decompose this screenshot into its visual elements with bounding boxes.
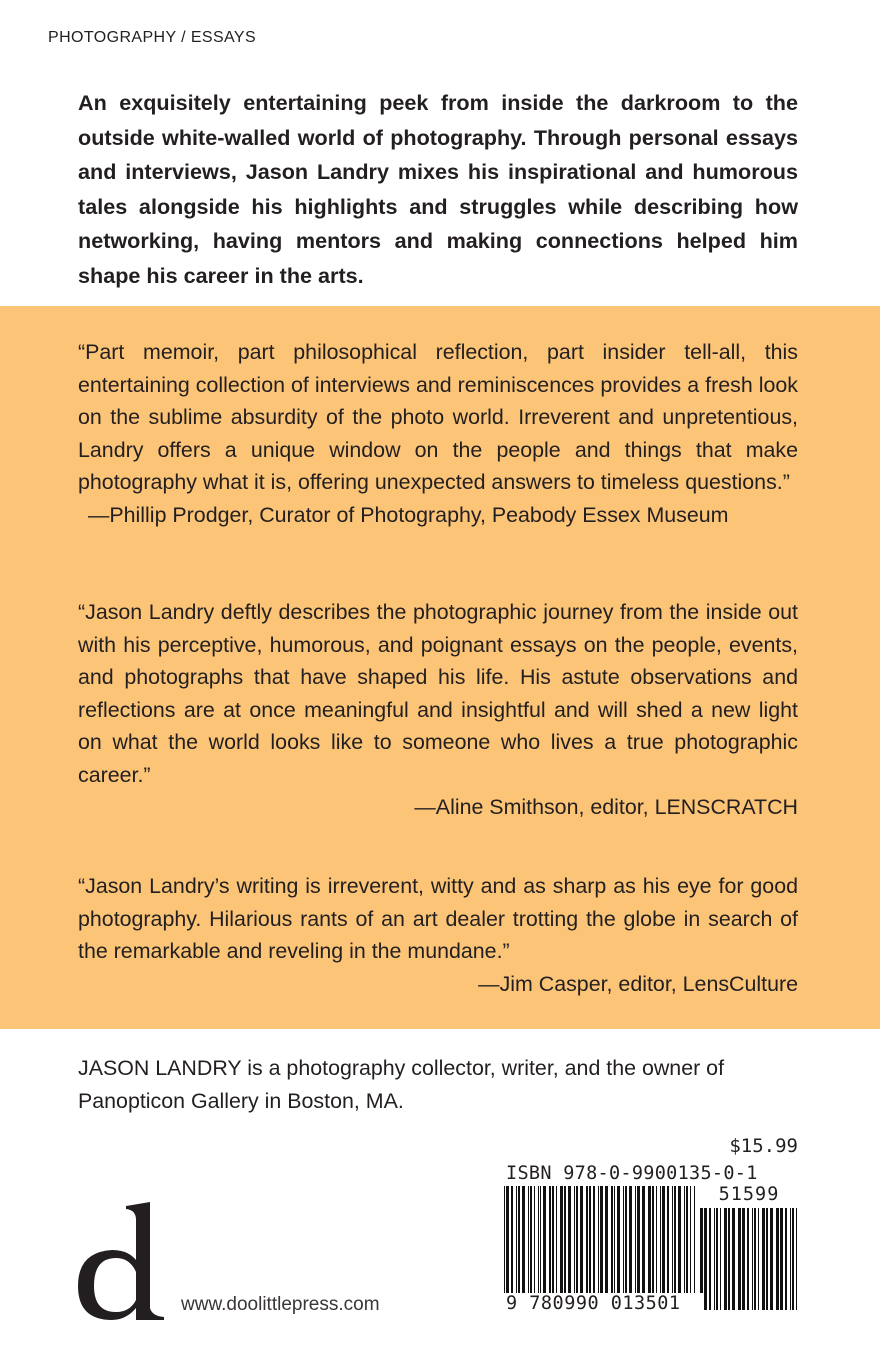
barcode-bar: [625, 1186, 627, 1310]
barcode-bar: [752, 1208, 753, 1310]
barcode-bar: [516, 1186, 517, 1310]
barcode-bar: [511, 1186, 513, 1310]
barcode-bar: [611, 1186, 613, 1310]
barcode-bar: [674, 1186, 676, 1310]
barcode-bar: [684, 1186, 685, 1310]
barcode-bar: [667, 1186, 669, 1310]
barcode-bar: [540, 1186, 541, 1310]
barcode-bar: [652, 1186, 654, 1310]
barcode-bar: [758, 1208, 759, 1310]
barcode-bar: [614, 1186, 615, 1310]
barcode-bar: [709, 1208, 711, 1310]
barcode-bar: [660, 1186, 661, 1310]
barcode-bar: [762, 1208, 765, 1310]
barcode-bar: [552, 1186, 554, 1310]
barcode-bar: [518, 1186, 520, 1310]
quote-attribution: —Aline Smithson, editor, LENSCRATCH: [414, 795, 798, 819]
doolittle-press-d-logo-icon: [72, 1196, 172, 1326]
barcode-bar: [747, 1208, 749, 1310]
publisher-url[interactable]: www.doolittlepress.com: [181, 1294, 380, 1315]
barcode-bar: [704, 1208, 707, 1310]
barcode-bar: [556, 1186, 557, 1310]
barcode-bar: [720, 1208, 721, 1310]
barcode-bar: [568, 1186, 571, 1310]
quote-text: “Part memoir, part philosophical reflection, part insider tell-all, this entertaining collection of interviews and reminiscences provides a fresh look on the sublime absurdity of the photo world. Irreverent and unpretentious, Landry offers a unique window on the people and things that make photography what it is, offering unexpected answers to timeless questions.”: [78, 340, 798, 494]
barcode-bar: [580, 1186, 583, 1310]
barcode-bar: [530, 1186, 532, 1310]
barcode-bar: [598, 1186, 599, 1310]
barcode-bar: [785, 1208, 787, 1310]
price-label: $15.99: [729, 1135, 798, 1157]
barcode-bar: [637, 1186, 640, 1310]
barcode-bar: [560, 1186, 563, 1310]
barcode-bar: [678, 1186, 681, 1310]
barcode-bar: [776, 1208, 779, 1310]
barcode-bar: [694, 1186, 695, 1310]
barcode-bar: [617, 1186, 620, 1310]
quote-attribution: —Phillip Prodger, Curator of Photography, Peabody Essex Museum: [88, 502, 729, 527]
isbn-label: ISBN 978-0-9900135-0-1: [506, 1163, 758, 1184]
quote-text: “Jason Landry’s writing is irreverent, witty and as sharp as his eye for good photography. Hilarious rants of an art dealer trotting the globe in search of the remarkable and reveling in the mundane.”: [78, 874, 798, 963]
barcode-bar: [648, 1186, 651, 1310]
barcode-bar: [662, 1186, 665, 1310]
barcode-bar: [738, 1208, 741, 1310]
quote-text: “Jason Landry deftly describes the photographic journey from the inside out with his perceptive, humorous, and poignant essays on the people, events, and photographs that have shaped his life. His astute observations and reflections are at once meaningful and insightful and will shed a new light on what the world looks like to someone who lives a true photographic career.”: [78, 600, 798, 787]
barcode-bar: [549, 1186, 551, 1310]
barcode-bar: [742, 1208, 745, 1310]
barcode-bar: [780, 1208, 783, 1310]
barcode-bar: [642, 1186, 645, 1310]
barcode-bar: [796, 1208, 797, 1310]
barcode-addon-digits: 51599: [718, 1184, 780, 1205]
barcode-bar: [728, 1208, 730, 1310]
praise-quote: [78, 870, 798, 1000]
barcode-bar: [528, 1186, 529, 1310]
barcode-bar: [635, 1186, 636, 1310]
barcode-bar: [716, 1208, 718, 1310]
author-bio: JASON LANDRY is a photography collector, writer, and the owner of Panopticon Gallery in Boston, MA.: [78, 1056, 725, 1113]
barcode-bar: [504, 1186, 505, 1310]
barcode-bar: [629, 1186, 632, 1310]
quote-attribution: —Jim Casper, editor, LensCulture: [478, 971, 798, 996]
praise-quote: [78, 336, 798, 531]
barcode-bar: [724, 1208, 727, 1310]
barcode-bar: [732, 1208, 735, 1310]
barcode-bar: [672, 1186, 673, 1310]
barcode-bar: [605, 1186, 608, 1310]
barcode-bar: [686, 1186, 688, 1310]
barcode-bar: [576, 1186, 578, 1310]
price-addon-barcode: [700, 1208, 798, 1310]
barcode-bar: [589, 1186, 591, 1310]
barcode-bar: [623, 1186, 624, 1310]
barcode-bar: [534, 1186, 535, 1310]
barcode-bar: [586, 1186, 588, 1310]
book-blurb: An exquisitely entertaining peek from inside the darkroom to the outside white-walled world of photography. Through personal essays and interviews, Jason Landry mixes his inspirational and humorous tales alongside his highlights and struggles while describing how networking, having mentors and making connections helped him shape his career in the arts.: [78, 90, 798, 288]
praise-quote: [78, 596, 798, 824]
barcode-bar: [792, 1208, 794, 1310]
barcode-bar: [714, 1208, 715, 1310]
barcode-bar: [770, 1208, 773, 1310]
barcode-bar: [564, 1186, 566, 1310]
barcode-bar: [754, 1208, 756, 1310]
barcode-bar: [766, 1208, 768, 1310]
barcode-bar: [538, 1186, 539, 1310]
barcode-bar: [522, 1186, 525, 1310]
category-label: PHOTOGRAPHY / ESSAYS: [48, 29, 257, 46]
barcode-bar: [690, 1186, 691, 1310]
barcode-bar: [656, 1186, 657, 1310]
barcode-bar: [574, 1186, 575, 1310]
barcode-bar: [600, 1186, 603, 1310]
barcode-bar: [593, 1186, 595, 1310]
isbn-barcode: [504, 1186, 696, 1310]
barcode-bar: [790, 1208, 791, 1310]
barcode-bar: [506, 1186, 509, 1310]
barcode-digits: 9 780990 013501: [504, 1293, 704, 1314]
barcode-bar: [543, 1186, 546, 1310]
